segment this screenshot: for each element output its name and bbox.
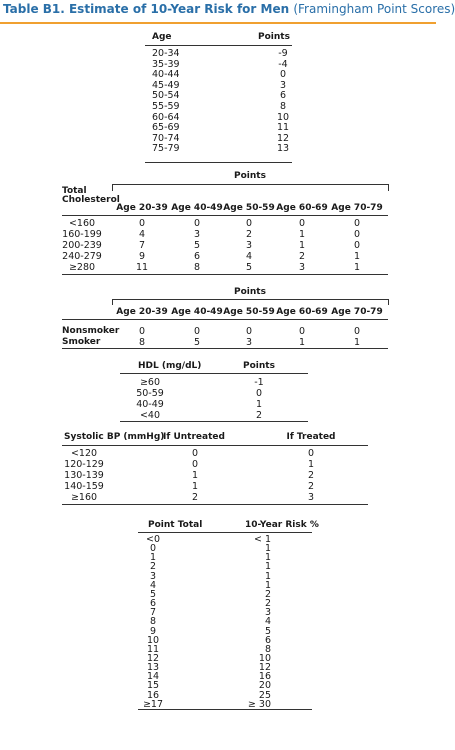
points-value: 1 (298, 337, 306, 348)
points-treated: 1 (307, 459, 315, 470)
column-header: Age 20-39 (116, 307, 168, 317)
bracket-rule (112, 299, 388, 300)
systolic-range: 140-159 (64, 481, 104, 492)
points-value: 8 (279, 101, 287, 112)
points-value: 11 (135, 262, 149, 273)
points-treated: 2 (307, 481, 315, 492)
cholesterol-range: ≥280 (68, 262, 96, 273)
points-treated: 0 (307, 448, 315, 459)
points-value: 0 (353, 229, 361, 240)
table-title (3, 2, 455, 16)
points-treated: 3 (307, 492, 315, 503)
age-range: 60-64 (152, 111, 180, 123)
points-value: 3 (279, 79, 287, 91)
risk-percent: < 1 (253, 534, 271, 545)
points-value: 3 (298, 262, 306, 273)
points-untreated: 1 (191, 470, 199, 481)
header-rule (62, 319, 388, 320)
points-value: 1 (353, 337, 361, 348)
point-total: <0 (145, 534, 161, 545)
header-rule (62, 215, 388, 216)
column-header: If Untreated (163, 432, 225, 442)
title-main: Table B1. Estimate of 10-Year Risk for Men (3, 2, 290, 16)
points-treated: 2 (307, 470, 315, 481)
point-total: 5 (149, 588, 157, 600)
point-total: 15 (146, 680, 160, 692)
risk-percent: 25 (258, 689, 271, 701)
risk-percent: 20 (258, 680, 271, 692)
smoking-status: Nonsmoker (62, 326, 120, 336)
risk-percent: 6 (264, 634, 271, 646)
point-total: 2 (149, 561, 157, 573)
point-total: 3 (149, 570, 157, 582)
header-rule (62, 445, 368, 446)
age-range: 45-49 (152, 79, 180, 91)
points-value: 0 (298, 218, 306, 229)
row-header: Total (62, 186, 87, 196)
column-header: Age 70-79 (331, 203, 383, 213)
risk-percent: 1 (264, 579, 271, 591)
age-range: 50-54 (152, 90, 180, 102)
points-value: 5 (193, 337, 201, 348)
points-value: 0 (193, 218, 201, 229)
column-header: 10-Year Risk % (245, 520, 319, 530)
points-value: -1 (254, 377, 264, 388)
point-total: 14 (146, 671, 160, 683)
risk-percent: 5 (264, 625, 271, 637)
points-untreated: 0 (191, 448, 199, 459)
risk-percent: 1 (264, 543, 271, 555)
header-rule (145, 45, 292, 46)
hdl-range: 50-59 (136, 388, 164, 399)
risk-percent: 1 (264, 561, 271, 573)
points-value: 0 (138, 326, 146, 337)
systolic-range: ≥160 (70, 492, 98, 503)
column-header: Age 40-49 (171, 203, 223, 213)
age-range: 75-79 (152, 143, 180, 155)
table-bottom-rule (62, 504, 368, 505)
hdl-range: ≥60 (139, 377, 161, 388)
points-value: 2 (245, 229, 253, 240)
points-title: Points (234, 171, 266, 181)
risk-percent: 16 (258, 671, 271, 683)
points-value: -9 (278, 48, 288, 59)
points-value: 0 (193, 326, 201, 337)
points-value: 0 (353, 240, 361, 251)
points-value: 5 (193, 240, 201, 251)
systolic-range: <120 (70, 448, 98, 459)
table-bottom-rule (62, 274, 388, 275)
risk-percent: 1 (264, 570, 271, 582)
points-value: 1 (298, 240, 306, 251)
bracket-tick (388, 299, 389, 305)
points-untreated: 0 (191, 459, 199, 470)
bracket-rule (112, 184, 388, 185)
point-total: 0 (149, 543, 157, 555)
point-total: 11 (146, 643, 160, 655)
risk-percent: 3 (264, 607, 271, 619)
column-header: Age (152, 32, 172, 42)
point-total: ≥17 (142, 698, 164, 710)
age-range: 20-34 (152, 48, 180, 59)
hdl-range: 40-49 (136, 399, 164, 410)
column-header: Age 50-59 (223, 307, 275, 317)
column-header: Point Total (148, 520, 203, 530)
points-value: 1 (298, 229, 306, 240)
point-total: 8 (149, 616, 157, 628)
cholesterol-range: 200-239 (62, 240, 102, 251)
column-header: HDL (mg/dL) (138, 361, 202, 371)
points-value: 5 (245, 262, 253, 273)
header-rule (138, 532, 312, 533)
points-value: 7 (138, 240, 146, 251)
point-total: 6 (149, 598, 157, 610)
column-header: If Treated (286, 432, 336, 442)
risk-percent: ≥ 30 (247, 698, 271, 710)
bracket-tick (112, 184, 113, 191)
risk-percent: 8 (264, 643, 271, 655)
points-untreated: 2 (191, 492, 199, 503)
bracket-tick (112, 299, 113, 305)
age-range: 35-39 (152, 58, 180, 70)
column-header: Age 40-49 (171, 307, 223, 317)
risk-percent: 12 (258, 662, 271, 674)
risk-percent: 1 (264, 552, 271, 564)
header-rule (120, 373, 308, 374)
points-value: 3 (193, 229, 201, 240)
cholesterol-range: <160 (68, 218, 96, 229)
points-value: 1 (255, 399, 263, 410)
points-value: 3 (245, 240, 253, 251)
points-value: -4 (278, 58, 288, 70)
point-total: 7 (149, 607, 157, 619)
points-untreated: 1 (191, 481, 199, 492)
column-header: Age 70-79 (331, 307, 383, 317)
points-value: 0 (245, 326, 253, 337)
points-value: 4 (245, 251, 253, 262)
table-bottom-rule (145, 162, 292, 163)
point-total: 9 (149, 625, 157, 637)
point-total: 12 (146, 652, 160, 664)
bracket-tick (388, 184, 389, 191)
points-value: 0 (138, 218, 146, 229)
points-value: 10 (276, 111, 290, 123)
points-value: 12 (276, 132, 290, 144)
points-value: 4 (138, 229, 146, 240)
points-value: 8 (193, 262, 201, 273)
points-value: 1 (353, 251, 361, 262)
point-total: 16 (146, 689, 160, 701)
point-total: 13 (146, 662, 160, 674)
points-title: Points (234, 287, 266, 297)
points-value: 0 (245, 218, 253, 229)
age-range: 55-59 (152, 101, 180, 112)
point-total: 1 (149, 552, 157, 564)
hdl-range: <40 (139, 410, 161, 421)
table-bottom-rule (62, 348, 388, 349)
risk-percent: 2 (264, 598, 271, 610)
column-header: Points (243, 361, 275, 371)
table-bottom-rule (120, 421, 308, 422)
points-value: 0 (279, 69, 287, 81)
cholesterol-range: 160-199 (62, 229, 102, 240)
title-subtitle: (Framingham Point Scores) (293, 2, 455, 16)
column-header: Points (258, 32, 290, 42)
table-title-bar (0, 0, 455, 24)
points-value: 9 (138, 251, 146, 262)
systolic-range: 130-139 (64, 470, 104, 481)
points-value: 0 (298, 326, 306, 337)
points-value: 8 (138, 337, 146, 348)
points-value: 11 (276, 122, 290, 134)
row-header: Cholesterol (62, 195, 120, 205)
smoking-status: Smoker (62, 337, 101, 347)
risk-percent: 4 (264, 616, 271, 628)
risk-percent: 10 (258, 652, 271, 664)
points-value: 6 (279, 90, 287, 102)
points-value: 0 (353, 218, 361, 229)
table-bottom-rule (138, 709, 312, 710)
age-range: 40-44 (152, 69, 180, 81)
column-header: Age 20-39 (116, 203, 168, 213)
age-range: 70-74 (152, 132, 180, 144)
column-header: Age 50-59 (223, 203, 275, 213)
systolic-range: 120-129 (64, 459, 104, 470)
column-header: Age 60-69 (276, 307, 328, 317)
points-value: 2 (255, 410, 263, 421)
risk-percent: 2 (264, 588, 271, 600)
points-value: 13 (276, 143, 290, 155)
point-total: 4 (149, 579, 157, 591)
point-total: 10 (146, 634, 160, 646)
points-value: 3 (245, 337, 253, 348)
age-range: 65-69 (152, 122, 180, 134)
points-value: 1 (353, 262, 361, 273)
column-header: Age 60-69 (276, 203, 328, 213)
column-header: Systolic BP (mmHg) (64, 432, 165, 442)
points-value: 0 (353, 326, 361, 337)
cholesterol-range: 240-279 (62, 251, 102, 262)
points-value: 2 (298, 251, 306, 262)
points-value: 6 (193, 251, 201, 262)
points-value: 0 (255, 388, 263, 399)
